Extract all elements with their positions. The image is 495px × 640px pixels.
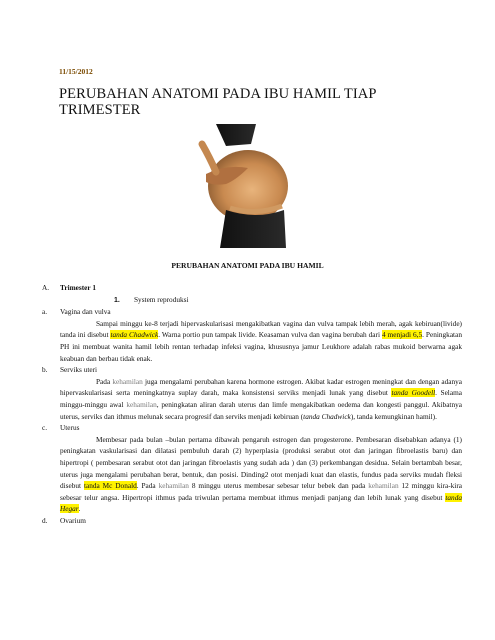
document-title: PERUBAHAN ANATOMI PADA IBU HAMIL TIAP TRIMESTER: [59, 86, 376, 118]
list-marker: A.: [42, 283, 50, 292]
section-heading: PERUBAHAN ANATOMI PADA IBU HAMIL: [171, 261, 324, 270]
pregnant-woman-photo: [196, 124, 298, 248]
item-title: Ovarium: [60, 515, 86, 525]
list-marker: a.: [42, 307, 48, 317]
link-text[interactable]: kehamilan: [158, 481, 189, 491]
item-heading: [42, 364, 462, 376]
highlight: tanda Goodell: [391, 388, 436, 398]
trimester-label: Trimester 1: [60, 283, 96, 292]
item-heading: [42, 306, 462, 318]
document-date: 11/15/2012: [59, 67, 93, 76]
paragraph-serviks: Pada kehamilan juga mengalami perubahan karena hormone estrogen. Akibat kadar estrogen meningkat dan dengan adanya hipervaskularisasi serta meningkatnya suplay darah, maka konsistensi serviks menjadi lunak yang disebut tanda Goodell. Selama minggu-minggu awal kehamilan, peningkatan aliran darah uterus dan limfe mengakibatkan oedema dan kongesti panggul. Akibatnya uterus, serviks dan ithmus melunak secara progresif dan serviks menjadi kebiruan (tanda Chadwick), tanda kemungkinan hamil).: [60, 376, 462, 421]
link-text[interactable]: kehamilan: [126, 399, 157, 409]
item-title: Uterus: [60, 423, 80, 433]
list-marker: b.: [42, 365, 48, 375]
trimester-heading: [42, 282, 462, 294]
highlight: 4 menjadi 6,5: [381, 330, 423, 340]
item-heading: [42, 515, 462, 527]
link-text[interactable]: kehamilan: [368, 481, 399, 491]
paragraph-uterus: Membesar pada bulan –bulan pertama dibawah pengaruh estrogen dan progesterone. Pembesaran disebabkan adanya (1) peningkatan vaskularisasi dan dilatasi pembuluh darah (2) hyperplasia (produksi serabut otot dan jaringan fibroelastis baru) dan hipertropi ( pembesaran serabut otot dan jaringan fibroelastis yang sudah ada ) dan (3) perkembangan desidua. Selain bertambah besar, uterus juga mengalami perubahan berat, bentuk, dan posisi. Dinding2 otot menjadi kuat dan elastis, fundus pada serviks mudah fleksi disebut tanda Mc Donald. Pada kehamilan 8 minggu uterus membesar sebesar telur bebek dan pada kehamilan 12 minggu kira-kira sebesar telur angsa. Hipertropi ithmus pada triwulan pertama membuat ithmus menjadi panjang dan lebih lunak yang disebut tanda Hegar.: [60, 434, 462, 514]
highlight: tanda Hegar: [60, 492, 462, 514]
highlight: tanda Chadwick: [110, 330, 159, 340]
list-marker: d.: [42, 515, 48, 525]
list-number: 1.: [114, 296, 120, 304]
item-heading: [42, 422, 462, 434]
paragraph-vagina: Sampai minggu ke-8 terjadi hipervaskularisasi mengakibatkan vagina dan vulva tampak lebih merah, agak kebiruan(livide) tanda ini disebut tanda Chadwick. Warna portio pun tampak livide. Keasaman vulva dan vagina berubah dari 4 menjadi 6,5. Peningkatan PH ini membuat wanita hamil lebih rentan terhadap infeksi vagina, khususnya jamur Leukhore adalah rabas mukoid berwarna agak keabuan dan berbau tidak enak.: [60, 318, 462, 363]
item-title: Vagina dan vulva: [60, 307, 111, 317]
highlight: tanda Mc Donald: [83, 481, 137, 491]
item-title: Serviks uteri: [60, 365, 98, 375]
document-body: [42, 282, 462, 526]
system-label: System reproduksi: [134, 294, 189, 304]
list-marker: c.: [42, 423, 48, 433]
link-text[interactable]: kehamilan: [112, 376, 143, 386]
system-heading: [42, 294, 462, 307]
